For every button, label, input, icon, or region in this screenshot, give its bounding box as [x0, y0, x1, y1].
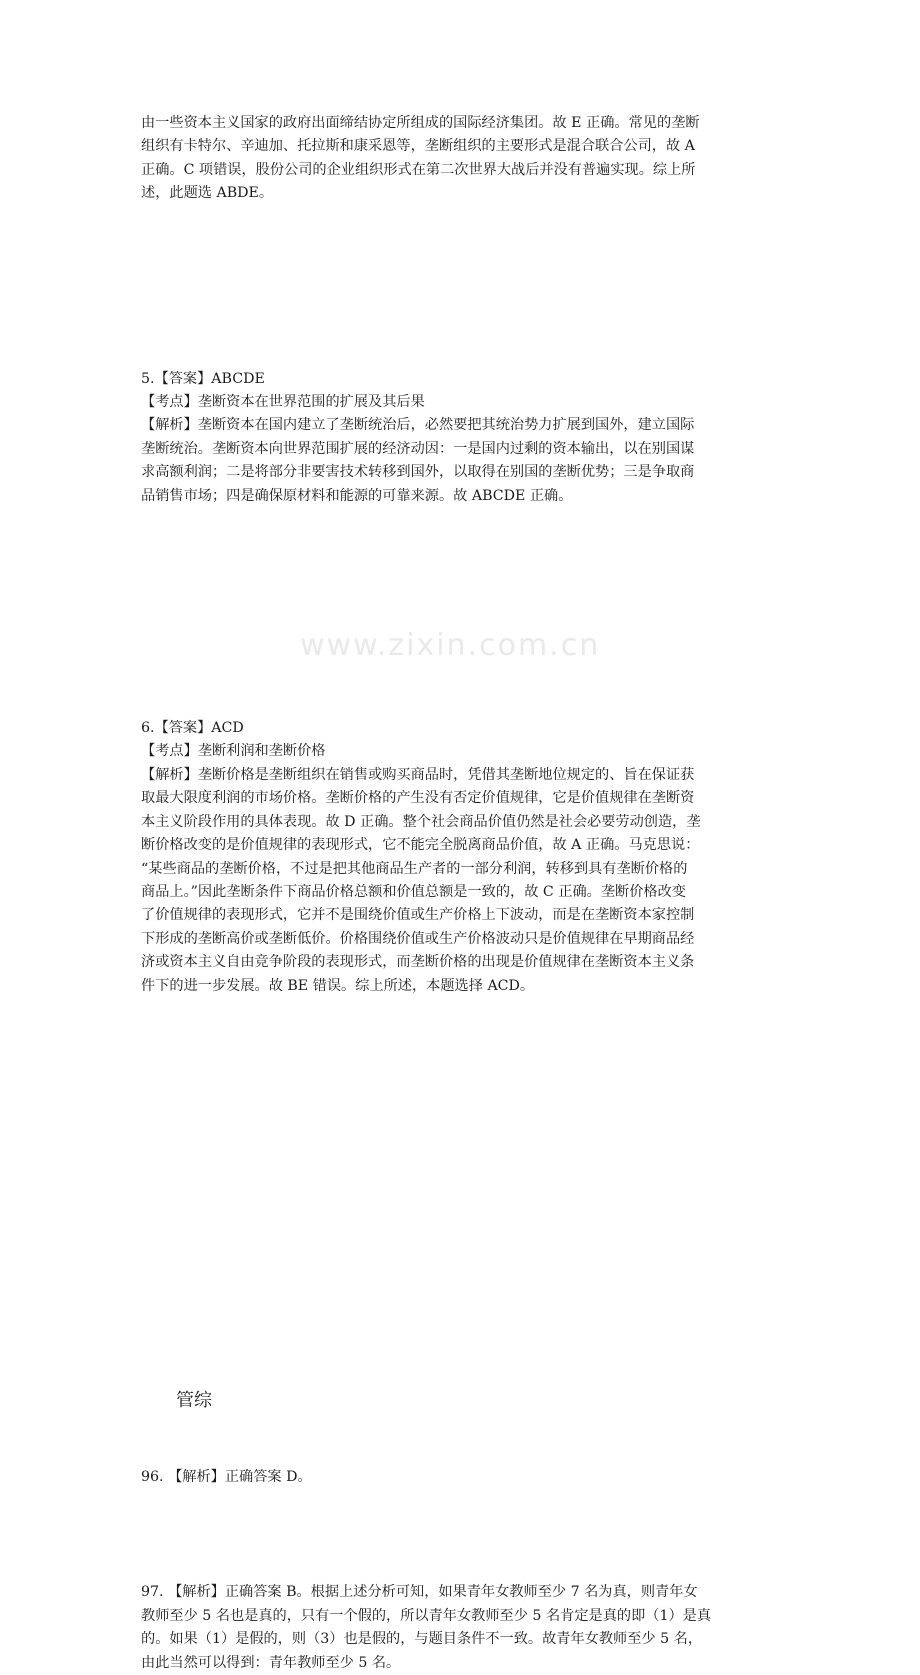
- analysis-line: 品销售市场；四是确保原材料和能源的可靠来源。故 ABCDE 正确。: [141, 487, 573, 504]
- analysis-line: 济或资本主义自由竞争阶段的表现形式，而垄断价格的出现是价值规律在垄断资本主义条: [141, 954, 695, 971]
- text-line: 述，此题选 ABDE。: [141, 185, 274, 202]
- question-5: [141, 368, 781, 508]
- analysis-line: 【解析】垄断价格是垄断组织在销售或购买商品时，凭借其垄断地位规定的、旨在保证获: [141, 766, 695, 783]
- text-line: 组织有卡特尔、辛迪加、托拉斯和康采恩等，垄断组织的主要形式是混合联合公司，故 A: [141, 138, 695, 155]
- question-6: [141, 717, 781, 998]
- intro-paragraph: [141, 112, 781, 206]
- text-line: 由一些资本主义国家的政府出面缔结协定所组成的国际经济集团。故 E 正确。常见的垄断: [141, 115, 700, 131]
- analysis-line: 由此当然可以得到：青年教师至少 5 名。: [141, 1654, 401, 1671]
- section-title: 管综: [176, 1389, 212, 1411]
- point-line: 【考点】垄断资本在世界范围的扩展及其后果: [141, 394, 425, 411]
- analysis-line: 了价值规律的表现形式，它并不是围绕价值或生产价格上下波动，而是在垄断资本家控制: [141, 907, 695, 924]
- analysis-line: 垄断统治。垄断资本向世界范围扩展的经济动因：一是国内过剩的资本输出，以在别国谋: [141, 440, 695, 457]
- analysis-line: 教师至少 5 名也是真的，只有一个假的，所以青年女教师至少 5 名肯定是真的即（1）是真: [141, 1607, 712, 1624]
- question-97: [141, 1581, 791, 1675]
- analysis-line: 97. 【解析】正确答案 B。根据上述分析可知，如果青年女教师至少 7 名为真，则青年女: [141, 1584, 698, 1601]
- answer-line: 5.【答案】ABCDE: [141, 370, 265, 387]
- analysis-line: 本主义阶段作用的具体表现。故 D 正确。整个社会商品价值仍然是社会必要劳动创造，垄: [141, 813, 701, 830]
- analysis-line: 件下的进一步发展。故 BE 错误。综上所述，本题选择 ACD。: [141, 977, 535, 994]
- analysis-line: 【解析】垄断资本在国内建立了垄断统治后，必然要把其统治势力扩展到国外，建立国际: [141, 417, 695, 434]
- analysis-line: 求高额利润；二是将部分非要害技术转移到国外，以取得在别国的垄断优势；三是争取商: [141, 464, 695, 481]
- analysis-line: 取最大限度利润的市场价格。垄断价格的产生没有否定价值规律，它是价值规律在垄断资: [141, 790, 695, 807]
- analysis-line: 商品上。”因此垄断条件下商品价格总额和价值总额是一致的，故 C 正确。垄断价格改变: [141, 883, 686, 900]
- analysis-line: 断价格改变的是价值规律的表现形式，它不能完全脱离商品价值，故 A 正确。马克思说：: [141, 837, 700, 854]
- analysis-line: “某些商品的垄断价格，不过是把其他商品生产者的一部分利润，转移到具有垄断价格的: [141, 860, 688, 877]
- analysis-line: 下形成的垄断高价或垄断低价。价格围绕价值或生产价格波动只是价值规律在早期商品经: [141, 930, 695, 947]
- analysis-line: 的。如果（1）是假的，则（3）也是假的，与题目条件不一致。故青年女教师至少 5 名，: [141, 1631, 703, 1648]
- analysis-line: 96. 【解析】正确答案 D。: [141, 1468, 312, 1485]
- question-96: [141, 1466, 791, 1489]
- answer-line: 6.【答案】ACD: [141, 720, 244, 737]
- point-line: 【考点】垄断利润和垄断价格: [141, 743, 326, 760]
- watermark: www.zixin.com.cn: [300, 628, 601, 663]
- text-line: 正确。C 项错误，股份公司的企业组织形式在第二次世界大战后并没有普遍实现。综上所: [141, 161, 696, 178]
